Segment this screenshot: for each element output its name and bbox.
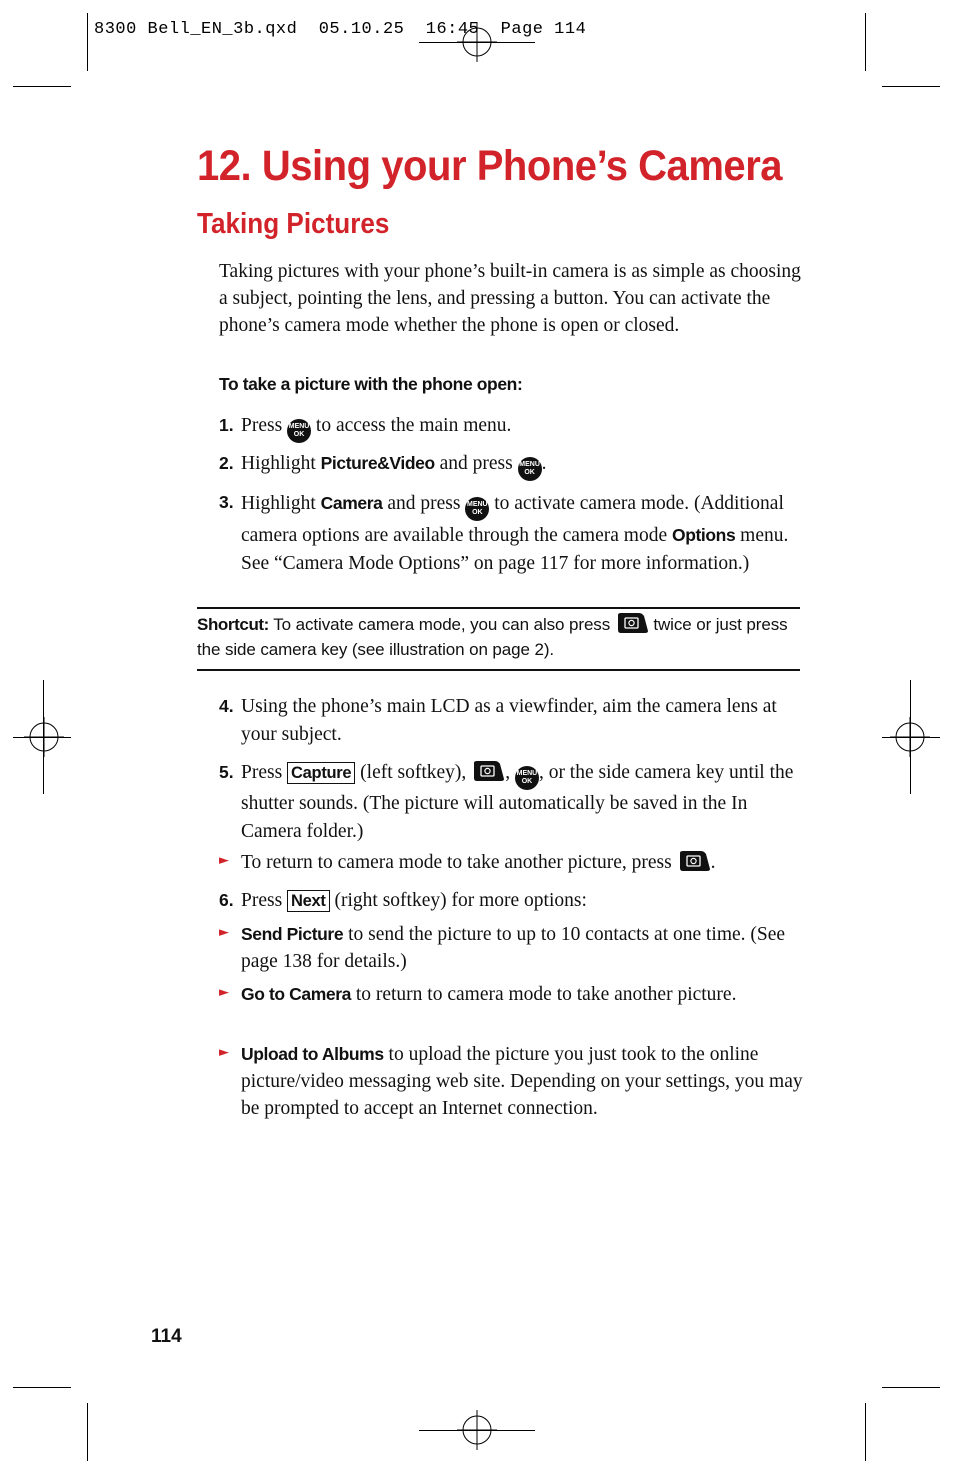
crop-mark-bl-h: [13, 1387, 71, 1388]
option-name: Send Picture: [241, 924, 344, 944]
bullet-arrow: ►: [219, 853, 229, 868]
menu-key-label-bottom: OK: [293, 431, 305, 438]
menu-key-label-bottom: OK: [472, 509, 483, 516]
registration-mark-icon: [24, 717, 64, 757]
section-title: Taking Pictures: [197, 208, 390, 240]
option-description: to upload the picture you just took to the online picture/video messaging web site. Depending on your settings, you may be prompted to accept an Internet connection.: [241, 1044, 803, 1119]
procedure-lead-in: To take a picture with the phone open:: [219, 374, 523, 394]
step-number: 3.: [219, 492, 234, 512]
printer-slug-line: 8300 Bell_EN_3b.qxd 05.10.25 16:45 Page 114: [94, 20, 587, 39]
camera-key-icon: [471, 760, 505, 782]
capture-softkey-label: Capture: [287, 762, 355, 784]
option-description: to return to camera mode to take another picture.: [355, 984, 737, 1005]
step-number: 5.: [219, 762, 234, 782]
shortcut-top-rule: [197, 607, 800, 609]
step-1-text: [241, 412, 806, 443]
step-text-part: .: [541, 453, 547, 474]
camera-key-icon: [615, 612, 649, 634]
step-text-part: Press: [241, 415, 283, 436]
step-4-text: Using the phone’s main LCD as a viewfinder, aim the camera lens at your subject.: [241, 696, 777, 745]
menu-item-name: Options: [671, 525, 736, 545]
menu-key-label-bottom: OK: [524, 469, 535, 476]
crop-mark-tr-h: [882, 86, 940, 87]
menu-item-name: Picture&Video: [320, 453, 435, 473]
step-text-part: ,: [505, 762, 511, 783]
crop-mark-tr-v: [865, 13, 866, 71]
shortcut-label: Shortcut:: [197, 615, 269, 634]
shortcut-note: [197, 612, 797, 662]
step-6-text: [241, 887, 806, 914]
option-upload-to-albums: [241, 1041, 806, 1122]
step-number: 6.: [219, 890, 234, 910]
bullet-arrow: ►: [219, 1045, 229, 1060]
step-text-part: , or the side camera key until the shutter sounds. (The picture will automatically be saved in the In Camera folder.): [241, 762, 794, 842]
camera-key-icon: [677, 850, 711, 872]
step-text-part: and press: [439, 453, 513, 474]
option-go-to-camera: [241, 981, 806, 1008]
next-softkey-label: Next: [287, 890, 330, 912]
crop-mark-br-h: [882, 1387, 940, 1388]
crop-mark-tl-v: [87, 13, 88, 71]
step-text-part: (right softkey) for more options:: [334, 890, 587, 911]
menu-ok-key-icon: [515, 766, 539, 790]
shortcut-bottom-rule: [197, 669, 800, 671]
intro-paragraph: Taking pictures with your phone’s built-in camera is as simple as choosing a subject, pointing the lens, and pressing a button. You can activate the phone’s camera mode whether the phone is open or closed.: [219, 261, 801, 336]
chapter-title: 12. Using your Phone’s Camera: [197, 142, 783, 190]
menu-ok-key-icon: [518, 457, 542, 481]
step-number: 4.: [219, 696, 234, 716]
registration-mark-icon: [457, 22, 497, 62]
step-text-part: Press: [241, 762, 283, 783]
step-text-part: Highlight: [241, 453, 316, 474]
shortcut-text-part: To activate camera mode, you can also press: [273, 615, 611, 634]
menu-key-label-top: MENU: [519, 461, 540, 468]
step-2-text: [241, 450, 806, 481]
step-5-text: [241, 759, 806, 846]
registration-mark-icon: [457, 1410, 497, 1450]
option-name: Upload to Albums: [241, 1044, 384, 1064]
step-text-part: to activate camera mode. (Additional camera options are available through the camera mode: [241, 493, 784, 546]
menu-ok-key-icon: [465, 497, 489, 521]
menu-ok-key-icon: [287, 419, 311, 443]
crop-mark-bl-v: [87, 1403, 88, 1461]
crop-mark-br-v: [865, 1403, 866, 1461]
page-number: 114: [151, 1326, 182, 1347]
bullet-text-part: .: [710, 852, 716, 873]
bullet-arrow: ►: [219, 925, 229, 940]
option-name: Go to Camera: [241, 984, 351, 1004]
step-text-part: menu. See “Camera Mode Options” on page 117 for more information.): [241, 525, 789, 574]
step-text-part: Highlight: [241, 493, 316, 514]
step-number: 2.: [219, 453, 234, 473]
menu-item-name: Camera: [320, 493, 383, 513]
step-5-bullet-text: [241, 849, 806, 876]
step-3-text: [241, 489, 806, 578]
crop-mark-tl-h: [13, 86, 71, 87]
menu-key-label-bottom: OK: [521, 778, 533, 785]
step-text-part: (left softkey),: [360, 762, 467, 783]
option-send-picture: [241, 921, 806, 975]
step-number: 1.: [219, 415, 234, 435]
menu-key-label-top: MENU: [516, 770, 538, 777]
option-description: to send the picture to up to 10 contacts at one time. (See page 138 for details.): [241, 924, 786, 972]
step-text-part: to access the main menu.: [315, 415, 512, 436]
step-text-part: Press: [241, 890, 283, 911]
bullet-arrow: ►: [219, 985, 229, 1000]
menu-key-label-top: MENU: [467, 501, 488, 508]
step-text-part: and press: [387, 493, 461, 514]
registration-mark-icon: [890, 717, 930, 757]
shortcut-text-part: twice or just press the side camera key (see illustration on page 2).: [197, 615, 788, 659]
bullet-text-part: To return to camera mode to take another picture, press: [241, 852, 672, 873]
menu-key-label-top: MENU: [288, 423, 310, 430]
